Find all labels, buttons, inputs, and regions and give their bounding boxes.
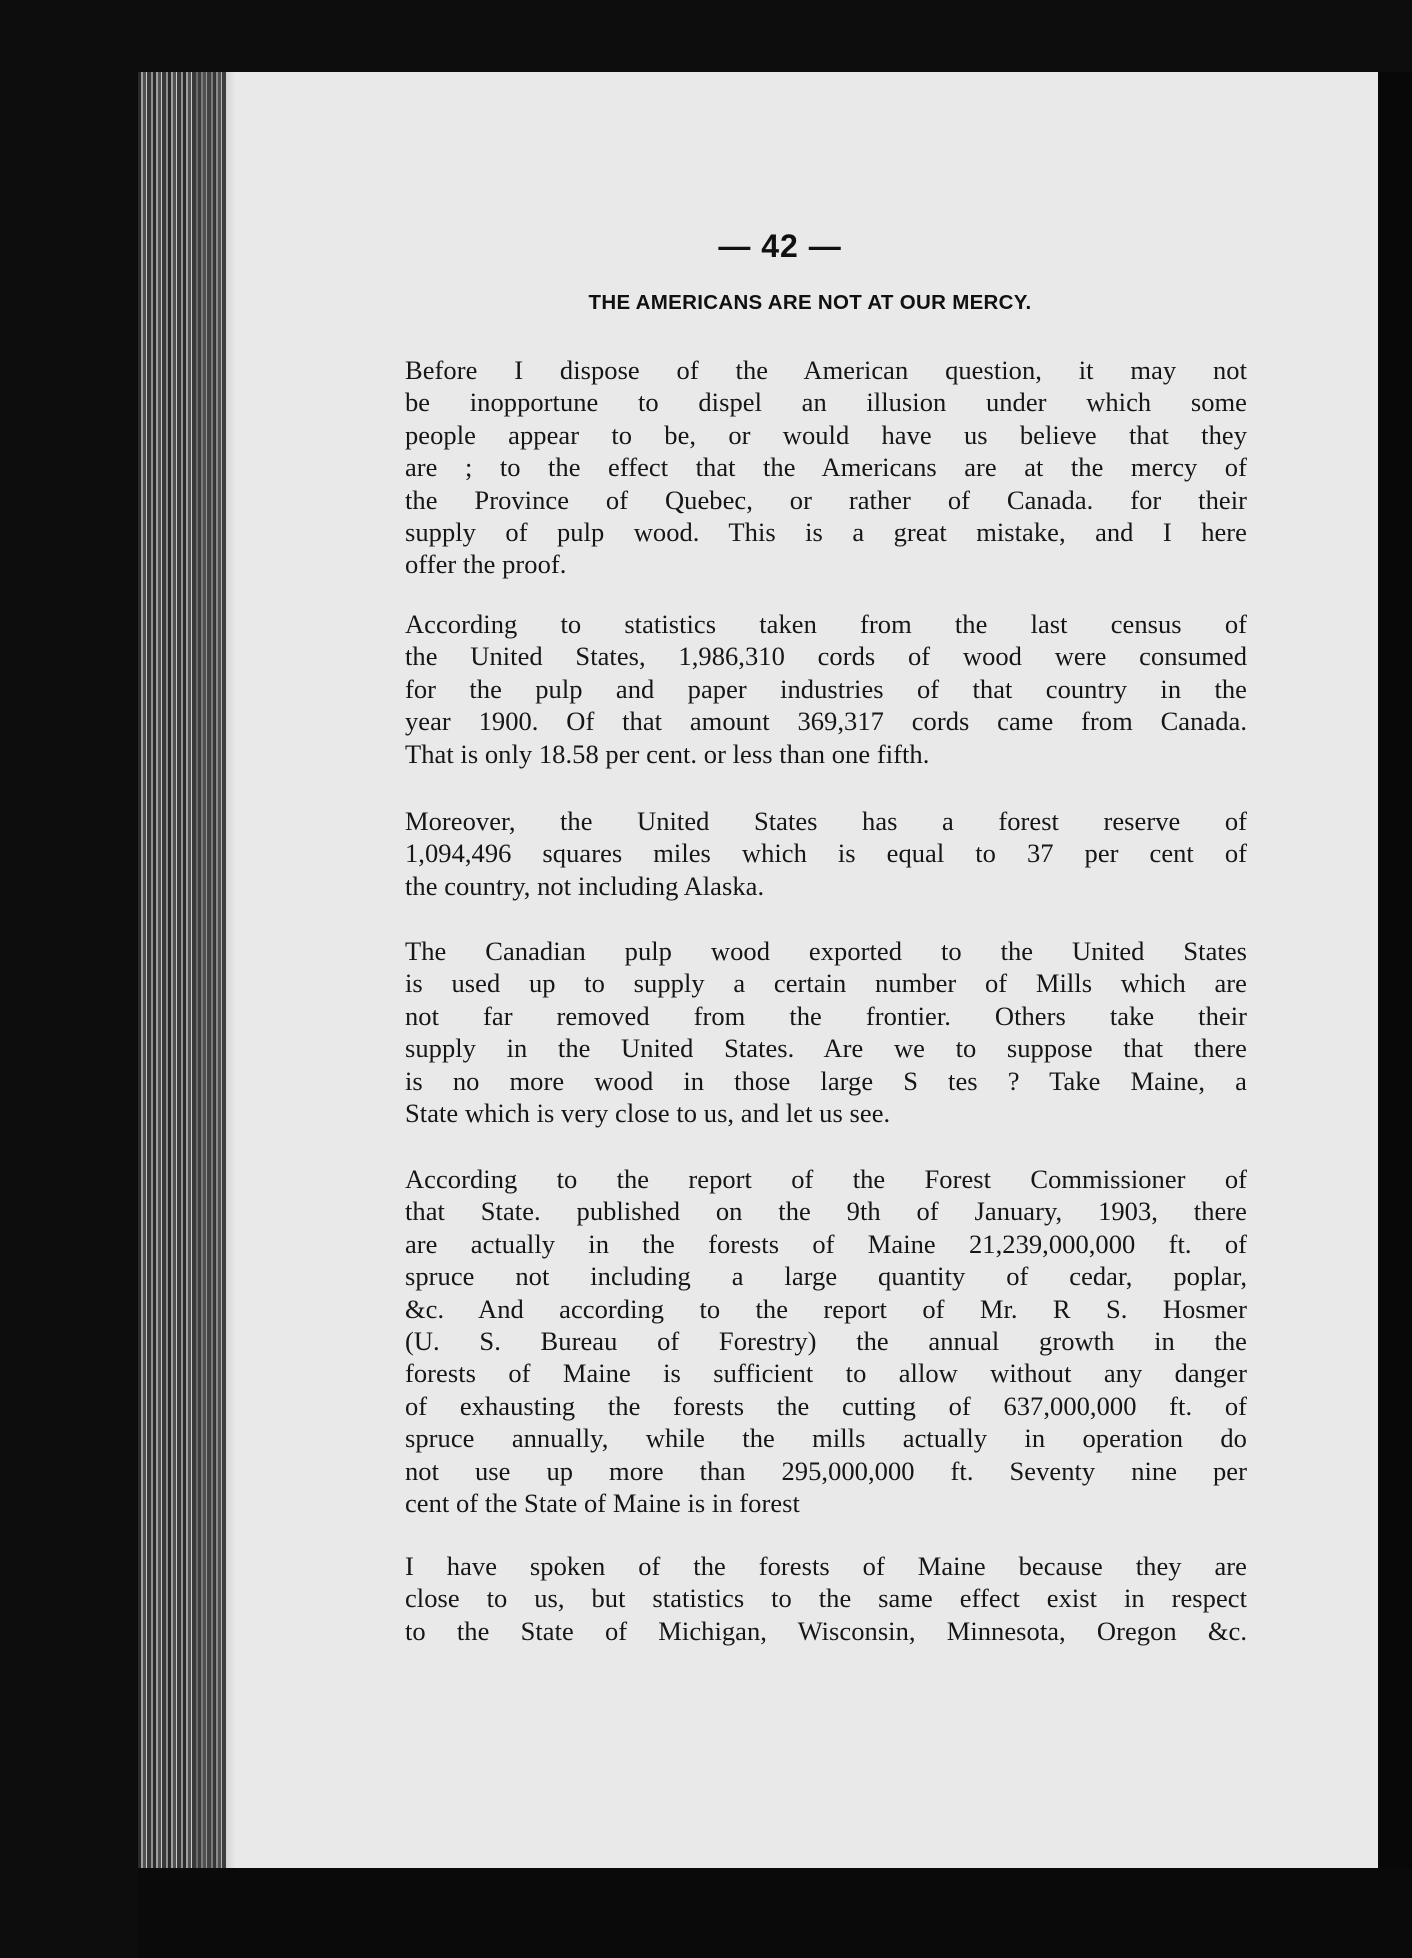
paragraph-5 xyxy=(405,1163,1247,1519)
text-line: are ; to the effect that the Americans are at the mercy of xyxy=(405,452,1247,483)
text-line: that State. published on the 9th of January, 1903, there xyxy=(405,1196,1247,1227)
text-line: the country, not including Alaska. xyxy=(405,870,765,901)
text-line: State which is very close to us, and let us see. xyxy=(405,1098,891,1129)
text-line: not use up more than 295,000,000 ft. Seventy nine per xyxy=(405,1455,1247,1486)
paragraph-4 xyxy=(405,935,1247,1129)
text-line: That is only 18.58 per cent. or less than one fifth. xyxy=(405,738,930,769)
text-line: supply of pulp wood. This is a great mistake, and I here xyxy=(405,517,1247,548)
text-line: be inopportune to dispel an illusion under which some xyxy=(405,387,1247,418)
text-line: The Canadian pulp wood exported to the United States xyxy=(405,936,1247,966)
text-line: is no more wood in those large S tes ? Take Maine, a xyxy=(405,1065,1247,1096)
text-line: I have spoken of the forests of Maine because they are xyxy=(405,1551,1247,1581)
text-line: supply in the United States. Are we to suppose that there xyxy=(405,1033,1247,1064)
text-line: &c. And according to the report of Mr. R S. Hosmer xyxy=(405,1293,1247,1324)
text-line: are actually in the forests of Maine 21,239,000,000 ft. of xyxy=(405,1228,1247,1259)
text-line: of exhausting the forests the cutting of 637,000,000 ft. of xyxy=(405,1390,1247,1421)
page-title: THE AMERICANS ARE NOT AT OUR MERCY. xyxy=(588,291,1032,314)
text-line: Moreover, the United States has a forest reserve of xyxy=(405,806,1247,836)
text-line: the Province of Quebec, or rather of Canada. for their xyxy=(405,484,1247,515)
paragraph-1 xyxy=(405,354,1247,581)
text-line: to the State of Michigan, Wisconsin, Minnesota, Oregon &c. xyxy=(405,1615,1247,1646)
text-line: not far removed from the frontier. Others take their xyxy=(405,1000,1247,1031)
scan-bottom-edge xyxy=(138,1868,1412,1958)
paragraph-2 xyxy=(405,608,1247,770)
text-line: spruce annually, while the mills actually in operation do xyxy=(405,1423,1247,1454)
paragraph-3 xyxy=(405,805,1247,902)
text-line: Before I dispose of the American question, it may not xyxy=(405,355,1247,385)
spine-shadow xyxy=(196,72,236,1870)
text-line: close to us, but statistics to the same effect exist in respect xyxy=(405,1583,1247,1614)
text-line: cent of the State of Maine is in forest xyxy=(405,1488,800,1519)
text-line: (U. S. Bureau of Forestry) the annual growth in the xyxy=(405,1326,1247,1357)
paragraph-6 xyxy=(405,1550,1247,1647)
text-line: the United States, 1,986,310 cords of wood were consumed xyxy=(405,641,1247,672)
text-line: year 1900. Of that amount 369,317 cords came from Canada. xyxy=(405,706,1247,737)
text-line: for the pulp and paper industries of that country in the xyxy=(405,673,1247,704)
text-line: is used up to supply a certain number of Mills which are xyxy=(405,968,1247,999)
text-line: spruce not including a large quantity of cedar, poplar, xyxy=(405,1261,1247,1292)
page-number: — 42 — xyxy=(718,228,842,264)
text-line: According to statistics taken from the last census of xyxy=(405,609,1247,639)
text-line: 1,094,496 squares miles which is equal to 37 per cent of xyxy=(405,838,1247,869)
text-line: people appear to be, or would have us believe that they xyxy=(405,419,1247,450)
text-line: offer the proof. xyxy=(405,549,567,580)
text-line: forests of Maine is sufficient to allow without any danger xyxy=(405,1358,1247,1389)
scan-right-edge xyxy=(1378,72,1412,1870)
text-line: According to the report of the Forest Commissioner of xyxy=(405,1164,1247,1194)
